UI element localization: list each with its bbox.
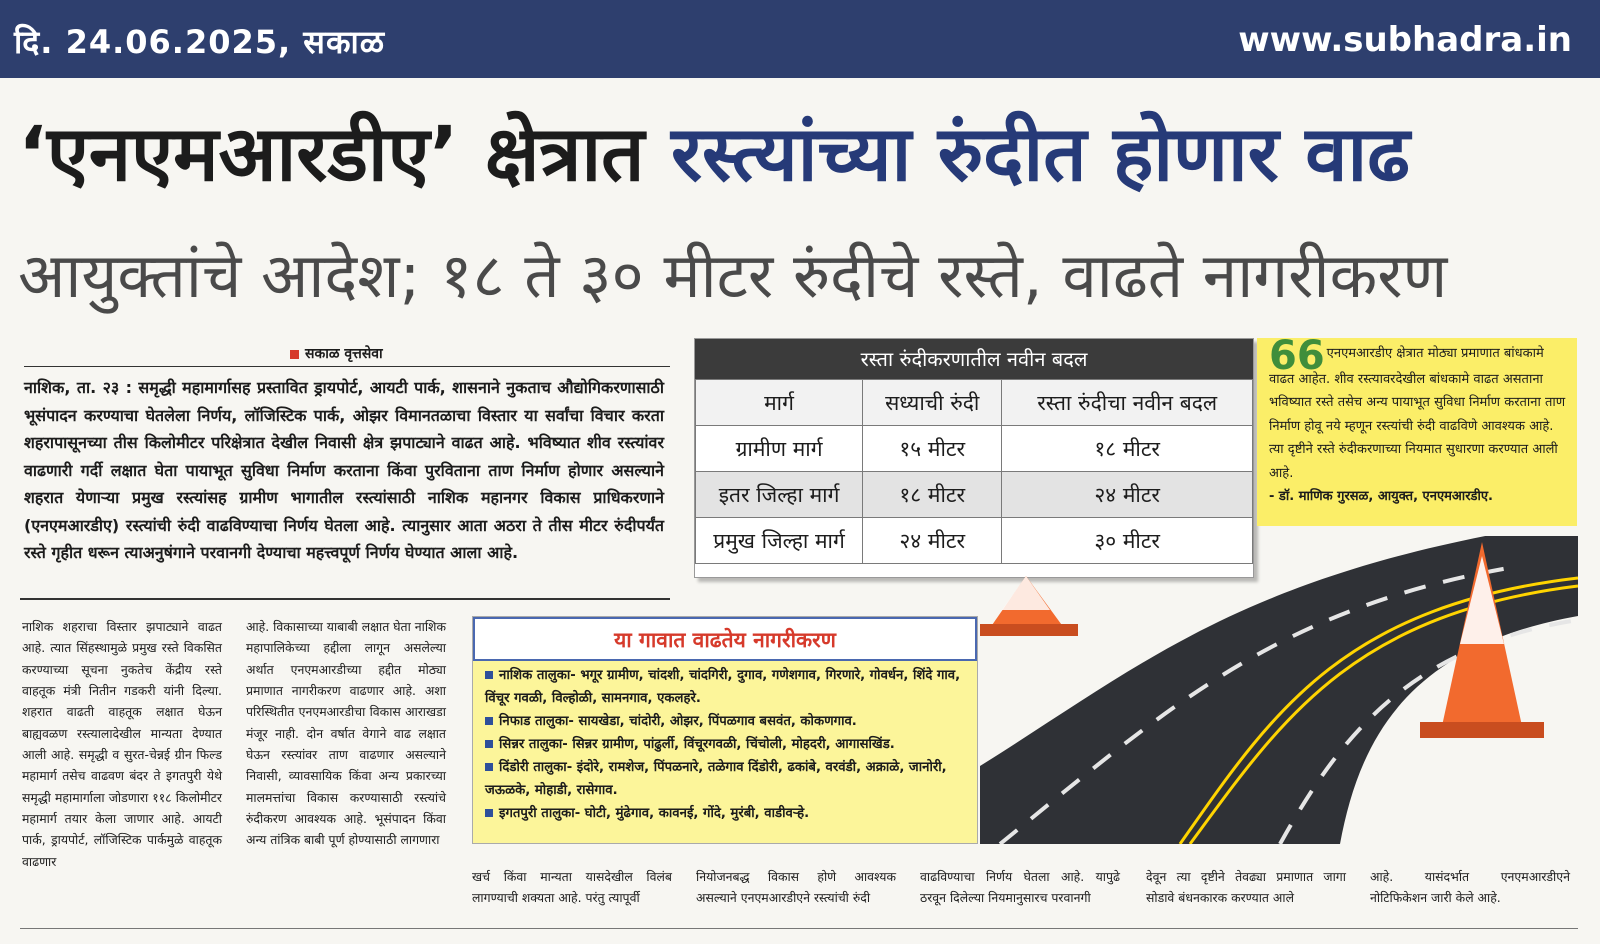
body-column-3: खर्च किंवा मान्यता यासदेखील विलंब लागण्याची शक्यता आहे. परंतु त्यापूर्वी — [472, 869, 672, 906]
village-list-text: दिंडोरी तालुका- इंदोरे, रामशेज, पिंपळनारे, तळेगाव दिंडोरी, ढकांबे, वरवंडी, अक्राळे, जानोरी, जऊळके, मोहाडी, रासेगाव. — [485, 759, 947, 798]
table-row — [696, 426, 1253, 472]
village-list-item — [473, 757, 977, 803]
quote-mark-icon: 66 — [1269, 333, 1325, 379]
village-list-item — [473, 734, 977, 757]
table-cell: ग्रामीण मार्ग — [696, 426, 863, 472]
table-cell: १५ मीटर — [863, 426, 1002, 472]
byline-rule — [24, 366, 670, 367]
table-header-cell: मार्ग — [696, 380, 863, 426]
website-label: www.subhadra.in — [1238, 20, 1572, 60]
village-list-text: नाशिक तालुका- भगूर ग्रामीण, चांदशी, चांदगिरी, दुगाव, गणेशगाव, गिरणारे, गोवर्धन, शिंदे गाव, विंचूर गवळी, विल्होळी, सामनगाव, एकलहरे. — [485, 668, 961, 706]
village-list-item — [473, 803, 977, 826]
table-header-cell: रस्ता रुंदीचा नवीन बदल — [1002, 380, 1253, 426]
body-column-2: आहे. विकासाच्या याबाबी लक्षात घेता नाशिक महापालिकेच्या हद्दीला लागून असलेल्या अर्थात एनएमआरडीच्या हद्दीत मोठ्या प्रमाणात नागरीकरण वाढणार आहे. अशा परिस्थितीत एनएमआरडीचा विकास आराखडा मंजूर नाही. दोन वर्षात वेगाने वाढ लक्षात घेऊन रस्त्यांवर ताण वाढणार असल्याने निवासी, व्यावसायिक किंवा अन्य प्रकारच्या मालमत्तांचा विकास करण्यासाठी रस्त्यांचे रुंदीकरण आवश्यक आहे. भूसंपादन किंवा अन्य तांत्रिक बाबी पूर्ण होण्यासाठी लागणारा — [246, 619, 446, 848]
table-cell: प्रमुख जिल्हा मार्ग — [696, 518, 863, 564]
body-column-1: नाशिक शहराचा विस्तार झपाट्याने वाढत आहे. त्यात सिंहस्थामुळे प्रमुख रस्ते विकसित करण्याच्या सूचना नुकतेच केंद्रीय रस्ते वाहतूक मंत्री नितीन गडकरी यांनी दिल्या. शहरात वाढती वाहतूक लक्षात घेऊन बाह्यवळण रस्त्यालादेखील मान्यता देण्यात आली आहे. समृद्धी व सुरत-चेन्नई ग्रीन फिल्ड महामार्ग तसेच वाढवण बंदर ते इगतपुरी येथे समृद्धी महामार्गाला जोडणारा ११८ किलोमीटर महामार्ग तयार केला जाणार आहे. आयटी पार्क, ड्रायपोर्ट, लॉजिस्टिक पार्कमुळे वाहतूक वाढणार — [22, 619, 222, 869]
table-row — [696, 472, 1253, 518]
cone-base — [1420, 722, 1544, 738]
page-bottom-rule — [20, 928, 1578, 929]
village-list-item — [473, 711, 977, 734]
village-list-text: निफाड तालुका- सायखेडा, चांदोरी, ओझर, पिंपळगाव बसवंत, कोकणगाव. — [499, 713, 857, 729]
table-cell: २४ मीटर — [1002, 472, 1253, 518]
villages-box — [472, 616, 978, 844]
villages-title: या गावात वाढतेय नागरीकरण — [473, 617, 977, 661]
table-cell: १८ मीटर — [863, 472, 1002, 518]
table-cell: ३० मीटर — [1002, 518, 1253, 564]
village-list-item — [473, 665, 977, 711]
commissioner-quote — [1257, 333, 1577, 526]
table-cell: २४ मीटर — [863, 518, 1002, 564]
byline — [290, 344, 383, 363]
road-illustration — [980, 536, 1578, 844]
body-column-7: आहे. यासंदर्भात एनएमआरडीएने नोटिफिकेशन जारी केले आहे. — [1370, 869, 1570, 906]
cone-stripe — [1002, 576, 1050, 610]
body-column-6: देवून त्या दृष्टीने तेवढ्या प्रमाणात जागा सोडावे बंधनकारक करण्यात आले — [1146, 869, 1346, 906]
top-banner — [0, 0, 1600, 78]
table-cell: इतर जिल्हा मार्ग — [696, 472, 863, 518]
headline-part1: ‘एनएमआरडीए’ क्षेत्रात — [18, 109, 645, 198]
table-cell: १८ मीटर — [1002, 426, 1253, 472]
byline-square-icon — [290, 350, 299, 359]
village-list-text: इगतपुरी तालुका- घोटी, मुंढेगाव, कावनई, गोंदे, मुरंबी, वाडीवऱ्हे. — [499, 805, 810, 821]
issue-date: दि. 24.06.2025, सकाळ — [14, 23, 386, 61]
body-column-4: नियोजनबद्ध विकास होणे आवश्यक असल्याने एनएमआरडीएने रस्त्यांची रुंदी — [696, 869, 896, 906]
byline-text: सकाळ वृत्तसेवा — [305, 346, 383, 362]
quote-text: एनएमआरडीए क्षेत्रात मोठ्या प्रमाणात बांधकामे वाढत आहेत. शीव रस्त्यावरदेखील बांधकामे वाढत असताना भविष्यात रस्ते तसेच अन्य पायाभूत सुविधा निर्माण करताना ताण निर्माण होवू नये म्हणून रस्त्यांची रुंदी वाढविणे आवश्यक आहे. त्या दृष्टीने रस्ते रुंदीकरणाच्या नियमात सुधारणा करण्यात आली आहे. — [1269, 346, 1566, 481]
subheadline: आयुक्तांचे आदेश; १८ ते ३० मीटर रुंदीचे रस्ते, वाढते नागरीकरण — [18, 239, 1448, 312]
lead-rule — [20, 598, 670, 600]
body-column-5: वाढविण्याचा निर्णय घेतला आहे. यापुढे ठरवून दिलेल्या नियमानुसारच परवानगी — [920, 869, 1120, 906]
bullet-icon — [485, 717, 493, 725]
headline-part2: रस्त्यांच्या रुंदीत होणार वाढ — [670, 109, 1410, 198]
bullet-icon — [485, 763, 493, 771]
bullet-icon — [485, 740, 493, 748]
cone-base — [980, 624, 1078, 636]
table-title: रस्ता रुंदीकरणातील नवीन बदल — [695, 339, 1253, 379]
lead-paragraph: नाशिक, ता. २३ : समृद्धी महामार्गासह प्रस्तावित ड्रायपोर्ट, आयटी पार्क, शासनाने नुकताच औद्योगिकरणासाठी भूसंपादन करण्याचा घेतलेला निर्णय, लॉजिस्टिक पार्क, ओझर विमानतळाचा विस्तार या सर्वांचा विचार करता शहरापासूनच्या तीस किलोमीटर परिक्षेत्रात देखील निवासी क्षेत्र झपाट्याने वाढत आहे. भविष्यात शीव रस्त्यांवर वाढणारी गर्दी लक्षात घेता पायाभूत सुविधा निर्माण करताना किंवा पुरविताना ताण निर्माण होणार असल्याने शहरात येणाऱ्या प्रमुख रस्त्यांसह ग्रामीण भागातील रस्त्यांसाठी नाशिक महानगर विकास प्राधिकरणाने (एनएमआरडीए) रस्त्यांची रुंदी वाढविण्याचा निर्णय घेतला आहे. त्यानुसार आता अठरा ते तीस मीटर रुंदीपर्यंत रस्ते गृहीत धरून त्याअनुषंगाने परवानगी देण्याचा महत्त्वपूर्ण निर्णय घेण्यात आला आहे. — [24, 378, 664, 563]
bullet-icon — [485, 671, 493, 679]
quote-author: - डॉ. माणिक गुरसळ, आयुक्त, एनएमआरडीए. — [1269, 488, 1493, 504]
headline — [18, 109, 1578, 198]
bullet-icon — [485, 809, 493, 817]
village-list-text: सिन्नर तालुका- सिन्नर ग्रामीण, पांढुर्ली, विंचूरगवळी, चिंचोली, मोहदरी, आगासखिंड. — [499, 736, 895, 752]
table-header-cell: सध्याची रुंदी — [863, 380, 1002, 426]
